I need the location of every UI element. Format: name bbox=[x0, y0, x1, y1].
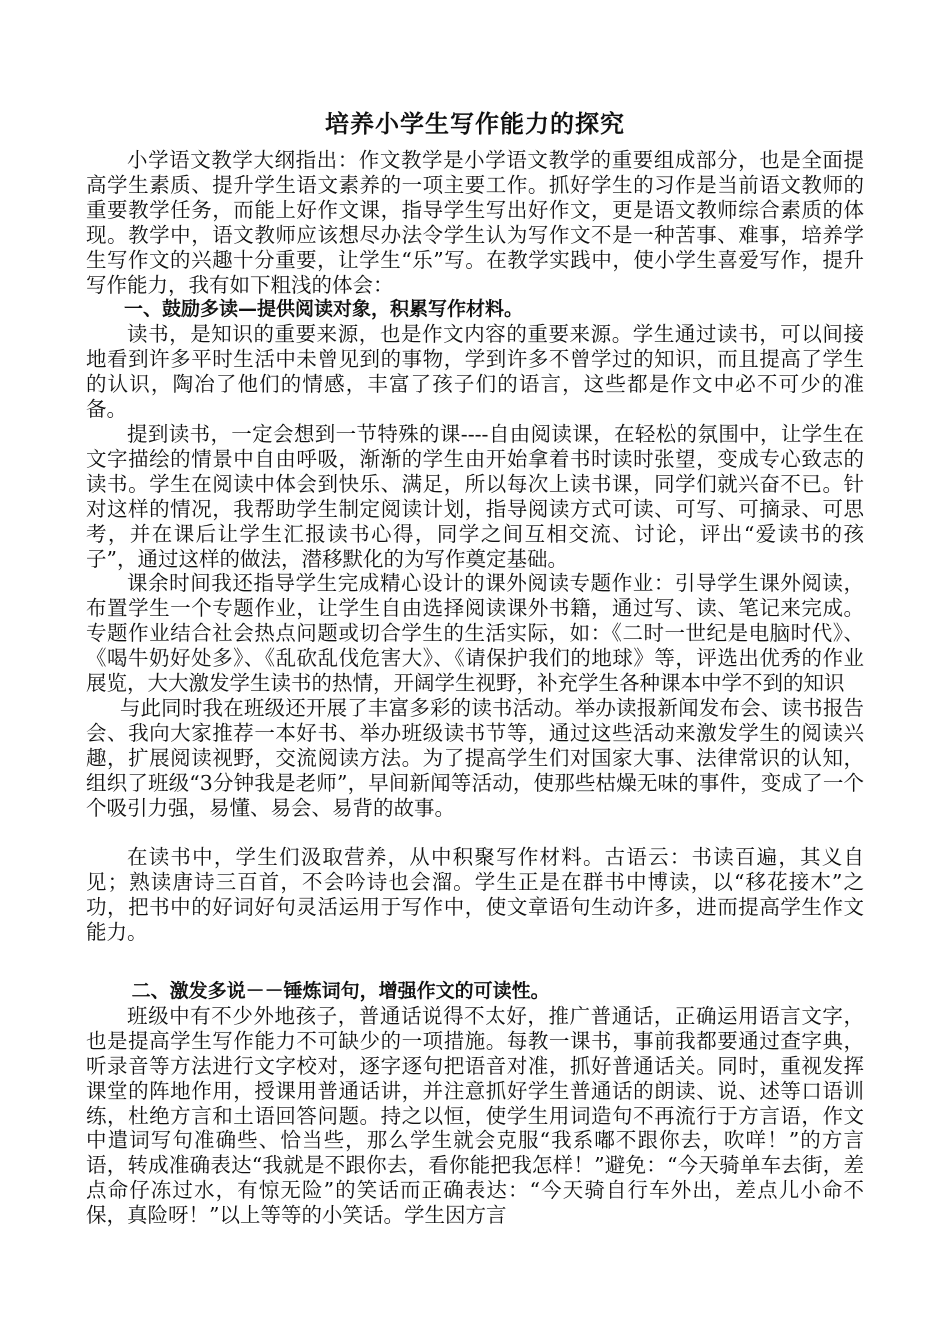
document-body bbox=[86, 108, 864, 1228]
body-paragraph: 课余时间我还指导学生完成精心设计的课外阅读专题作业：引导学生课外阅读，布置学生一个专题作业，让学生自由选择阅读课外书籍，通过写、读、笔记来完成。专题作业结合社会热点问题或切合学生的生活实际，如：《二时一世纪是电脑时代》、《喝牛奶好处多》、《乱砍乱伐危害大》、《请保护我们的地球》等，评选出优秀的作业展览，大大激发学生读书的热情，开阔学生视野，补充学生各种课本中学不到的知识 bbox=[86, 571, 864, 696]
section-heading-reading: 一、鼓励多读—提供阅读对象，积累写作材料。 bbox=[124, 298, 524, 321]
intro-paragraph: 小学语文教学大纲指出：作文教学是小学语文教学的重要组成部分，也是全面提高学生素质、提升学生语文素养的一项主要工作。抓好学生的习作是当前语文教师的重要教学任务，而能上好作文课，指导学生写出好作文，更是语文教师综合素质的体现。教学中，语文教师应该想尽办法令学生认为写作文不是一种苦事、难事，培养学生写作文的兴趣十分重要，让学生“乐”写。在教学实践中，使小学生喜爱写作，提升写作能力，我有如下粗浅的体会： bbox=[86, 148, 864, 297]
paragraph-spacer bbox=[86, 820, 864, 845]
paragraph-spacer bbox=[86, 945, 864, 979]
body-paragraph: 读书，是知识的重要来源，也是作文内容的重要来源。学生通过读书，可以间接地看到许多平时生活中未曾见到的事物，学到许多不曾学过的知识，而且提高了学生的认识，陶冶了他们的情感，丰富了孩子们的语言，这些都是作文中必不可少的准备。 bbox=[86, 322, 864, 422]
document-title: 培养小学生写作能力的探究 bbox=[325, 110, 625, 138]
body-paragraph: 在读书中，学生们汲取营养，从中积聚写作材料。古语云：书读百遍，其义自见；熟读唐诗三百首，不会吟诗也会溜。学生正是在群书中博读，以“移花接木”之功，把书中的好词好句灵活运用于写作中，使文章语句生动许多，进而提高学生作文能力。 bbox=[86, 845, 864, 945]
body-paragraph: 提到读书，一定会想到一节特殊的课----自由阅读课，在轻松的氛围中，让学生在文字描绘的情景中自由呼吸，渐渐的学生由开始拿着书时读时张望，变成专心致志的读书。学生在阅读中体会到快乐、满足，所以每次上读书课，同学们就兴奋不已。针对这样的情况，我帮助学生制定阅读计划，指导阅读方式可读、可写、可摘录、可思考，并在课后让学生汇报读书心得，同学之间互相交流、讨论，评出“爱读书的孩子”，通过这样的做法，潜移默化的为写作奠定基础。 bbox=[86, 421, 864, 571]
body-paragraph: 班级中有不少外地孩子，普通话说得不太好，推广普通话，正确运用语言文字，也是提高学生写作能力不可缺少的一项措施。每教一课书，事前我都要通过查字典，听录音等方法进行文字校对，逐字逐句把语音对准，抓好普通话关。同时，重视发挥课堂的阵地作用，授课用普通话讲，并注意抓好学生普通话的朗读、说、述等口语训练，杜绝方言和土语回答问题。持之以恒，使学生用词造句不再流行于方言语，作文中遣词写句准确些、恰当些，那么学生就会克服“我系嘟不跟你去，吹咩！”的方言语，转成准确表达“我就是不跟你去，看你能把我怎样！”避免：“今天骑单车去街，差点命仔冻过水，有惊无险”的笑话而正确表达：“今天骑自行车外出，差点儿小命不保，真险呀！”以上等等的小笑话。学生因方言 bbox=[86, 1003, 864, 1228]
body-paragraph: 与此同时我在班级还开展了丰富多彩的读书活动。举办读报新闻发布会、读书报告会、我向大家推荐一本好书、举办班级读书节等，通过这些活动来激发学生的阅读兴趣，扩展阅读视野，交流阅读方法。为了提高学生们对国家大事、法律常识的认知，组织了班级“3分钟我是老师”，早间新闻等活动，使那些枯燥无味的事件，变成了一个个吸引力强，易懂、易会、易背的故事。 bbox=[86, 695, 864, 820]
section-heading-speaking: 二、激发多说－－锤炼词句，增强作文的可读性。 bbox=[131, 979, 550, 1002]
